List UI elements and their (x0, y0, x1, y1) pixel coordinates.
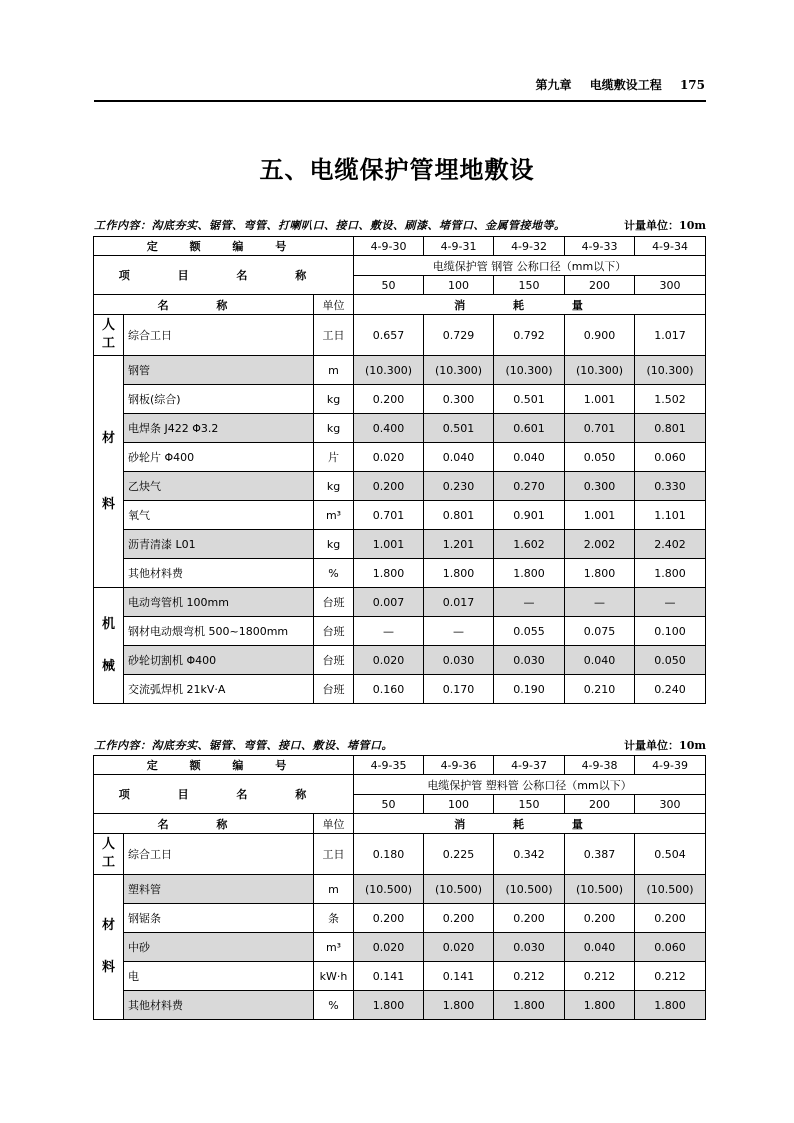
resource-value: 0.330 (635, 472, 706, 501)
resource-value: 0.020 (424, 933, 494, 962)
resource-value: 0.225 (424, 834, 494, 875)
resource-unit: m (314, 356, 354, 385)
resource-value: — (354, 617, 424, 646)
resource-value: 2.402 (635, 530, 706, 559)
name-column-header: 名 称 (94, 295, 314, 315)
machine-row (94, 617, 706, 646)
resource-value: 0.190 (494, 675, 565, 704)
resource-value: — (565, 588, 635, 617)
resource-value: (10.500) (565, 875, 635, 904)
resource-value: 0.801 (635, 414, 706, 443)
material-row (94, 904, 706, 933)
item-name-label: 项 目 名 称 (94, 775, 354, 814)
resource-value: 0.141 (354, 962, 424, 991)
size-header: 150 (494, 795, 565, 814)
resource-name: 电动弯管机 100mm (124, 588, 314, 617)
resource-value: 0.050 (565, 443, 635, 472)
header-rule (94, 100, 706, 102)
machine-group-char: 机 (101, 616, 115, 632)
quota-code: 4-9-39 (635, 756, 706, 775)
machine-group-label (94, 588, 124, 704)
resource-value: 0.212 (635, 962, 706, 991)
resource-value: 0.200 (494, 904, 565, 933)
material-group-char: 料 (101, 960, 115, 975)
size-header: 50 (354, 795, 424, 814)
resource-unit: 台班 (314, 588, 354, 617)
resource-name: 其他材料费 (124, 559, 314, 588)
resource-value: 0.200 (354, 904, 424, 933)
section-label: 电缆敷设工程 (589, 78, 662, 92)
resource-value: 0.212 (565, 962, 635, 991)
material-row (94, 414, 706, 443)
resource-value: 0.342 (494, 834, 565, 875)
resource-value: 0.801 (424, 501, 494, 530)
size-header: 200 (565, 795, 635, 814)
resource-value: 0.200 (354, 472, 424, 501)
resource-value: 0.210 (565, 675, 635, 704)
resource-value: 0.180 (354, 834, 424, 875)
resource-value: (10.300) (565, 356, 635, 385)
resource-value: 0.792 (494, 315, 565, 356)
resource-value: 0.040 (565, 646, 635, 675)
labor-group-label (94, 834, 124, 875)
material-group-char: 材 (101, 430, 115, 446)
labor-group-label (94, 315, 124, 356)
resource-value: 0.501 (494, 385, 565, 414)
work-content: 工作内容：沟底夯实、锯管、弯管、接口、敷设、堵管口。 (94, 739, 393, 752)
consumption-header: 消 耗 量 (354, 814, 706, 834)
resource-name: 沥青清漆 L01 (124, 530, 314, 559)
resource-value: 0.729 (424, 315, 494, 356)
resource-value: 1.201 (424, 530, 494, 559)
work-content: 工作内容：沟底夯实、锯管、弯管、打喇叭口、接口、敷设、刷漆、堵管口、金属管接地等。 (94, 219, 566, 232)
resource-unit: m (314, 875, 354, 904)
resource-value: 1.602 (494, 530, 565, 559)
resource-value: 0.170 (424, 675, 494, 704)
material-group-char: 材 (101, 918, 115, 933)
consumption-header: 消 耗 量 (354, 295, 706, 315)
size-header: 50 (354, 276, 424, 295)
material-row (94, 530, 706, 559)
labor-row (94, 834, 706, 875)
quota-code: 4-9-37 (494, 756, 565, 775)
resource-value: 0.030 (424, 646, 494, 675)
unit-column-header: 单位 (314, 814, 354, 834)
resource-name: 电焊条 J422 Φ3.2 (124, 414, 314, 443)
resource-value: 1.800 (494, 991, 565, 1020)
resource-name: 砂轮切割机 Φ400 (124, 646, 314, 675)
resource-value: 0.040 (494, 443, 565, 472)
resource-name: 钢管 (124, 356, 314, 385)
resource-value: 0.060 (635, 933, 706, 962)
material-row (94, 559, 706, 588)
quota-table-steel (93, 236, 706, 704)
quota-code: 4-9-35 (354, 756, 424, 775)
resource-unit: 片 (314, 443, 354, 472)
machine-group-char: 械 (101, 658, 115, 674)
resource-unit: % (314, 991, 354, 1020)
unit-column-header: 单位 (314, 295, 354, 315)
quota-code: 4-9-31 (424, 237, 494, 256)
resource-value: 0.701 (565, 414, 635, 443)
labor-row (94, 315, 706, 356)
resource-unit: 台班 (314, 675, 354, 704)
resource-value: 0.900 (565, 315, 635, 356)
resource-unit: % (314, 559, 354, 588)
resource-unit: m³ (314, 501, 354, 530)
material-row (94, 385, 706, 414)
resource-value: 1.001 (354, 530, 424, 559)
resource-value: 0.387 (565, 834, 635, 875)
resource-value: (10.500) (424, 875, 494, 904)
resource-name: 乙炔气 (124, 472, 314, 501)
size-header: 100 (424, 795, 494, 814)
resource-name: 钢锯条 (124, 904, 314, 933)
resource-value: 0.020 (354, 443, 424, 472)
resource-value: 0.701 (354, 501, 424, 530)
resource-value: 0.300 (565, 472, 635, 501)
chapter-label: 第九章 (535, 78, 572, 92)
quota-code: 4-9-36 (424, 756, 494, 775)
quota-code: 4-9-38 (565, 756, 635, 775)
resource-value: (10.300) (354, 356, 424, 385)
resource-value: 1.800 (635, 991, 706, 1020)
resource-value: (10.500) (494, 875, 565, 904)
resource-value: 0.100 (635, 617, 706, 646)
resource-unit: 工日 (314, 834, 354, 875)
machine-row (94, 588, 706, 617)
resource-name: 氧气 (124, 501, 314, 530)
resource-value: 0.017 (424, 588, 494, 617)
resource-value: 0.160 (354, 675, 424, 704)
resource-value: 0.040 (424, 443, 494, 472)
measure-unit: 计量单位：10m (624, 219, 706, 232)
work-content-line-2 (94, 737, 706, 753)
quota-code: 4-9-32 (494, 237, 565, 256)
resource-value: 0.050 (635, 646, 706, 675)
material-row (94, 991, 706, 1020)
resource-name: 综合工日 (124, 834, 314, 875)
resource-value: 0.060 (635, 443, 706, 472)
item-name-label: 项 目 名 称 (94, 256, 354, 295)
spec-title: 电缆保护管 塑料管 公称口径（mm以下） (354, 775, 706, 795)
resource-value: (10.300) (635, 356, 706, 385)
material-row (94, 472, 706, 501)
page-number: 175 (679, 78, 705, 92)
resource-value: 0.200 (565, 904, 635, 933)
resource-value: 0.200 (354, 385, 424, 414)
resource-value: 1.800 (565, 559, 635, 588)
quota-code: 4-9-33 (565, 237, 635, 256)
resource-value: 1.101 (635, 501, 706, 530)
resource-unit: kg (314, 385, 354, 414)
resource-name: 塑料管 (124, 875, 314, 904)
resource-name: 砂轮片 Φ400 (124, 443, 314, 472)
resource-value: 0.055 (494, 617, 565, 646)
resource-value: 0.657 (354, 315, 424, 356)
resource-value: (10.500) (354, 875, 424, 904)
resource-name: 钢板(综合) (124, 385, 314, 414)
name-column-header: 名 称 (94, 814, 314, 834)
size-header: 200 (565, 276, 635, 295)
resource-value: 0.020 (354, 933, 424, 962)
resource-value: 0.141 (424, 962, 494, 991)
material-row (94, 875, 706, 904)
resource-value: 0.200 (424, 904, 494, 933)
resource-value: — (424, 617, 494, 646)
quota-code-row (94, 237, 706, 256)
resource-value: 0.212 (494, 962, 565, 991)
resource-value: 1.800 (635, 559, 706, 588)
resource-unit: 工日 (314, 315, 354, 356)
size-header: 100 (424, 276, 494, 295)
resource-value: (10.300) (494, 356, 565, 385)
resource-value: 0.030 (494, 933, 565, 962)
resource-value: 1.800 (565, 991, 635, 1020)
resource-name: 交流弧焊机 21kV·A (124, 675, 314, 704)
resource-value: 1.800 (424, 991, 494, 1020)
material-row (94, 501, 706, 530)
resource-value: 0.007 (354, 588, 424, 617)
material-group-label (94, 356, 124, 588)
material-group-char: 料 (101, 496, 115, 512)
material-row (94, 962, 706, 991)
material-group-label (94, 875, 124, 1020)
resource-value: 1.017 (635, 315, 706, 356)
resource-value: 2.002 (565, 530, 635, 559)
quota-code-label: 定 额 编 号 (94, 237, 354, 256)
machine-row (94, 646, 706, 675)
material-row (94, 933, 706, 962)
resource-value: 0.601 (494, 414, 565, 443)
resource-value: 1.001 (565, 385, 635, 414)
quota-code-row (94, 756, 706, 775)
resource-value: 0.230 (424, 472, 494, 501)
material-row (94, 443, 706, 472)
work-content-line-1 (94, 217, 706, 233)
resource-value: 1.001 (565, 501, 635, 530)
labor-group-text: 人工 (101, 318, 115, 351)
resource-value: — (494, 588, 565, 617)
quota-code: 4-9-34 (635, 237, 706, 256)
resource-value: 0.501 (424, 414, 494, 443)
resource-value: 1.502 (635, 385, 706, 414)
resource-unit: kg (314, 472, 354, 501)
machine-row (94, 675, 706, 704)
labor-group-text: 人工 (101, 837, 115, 870)
resource-value: 0.901 (494, 501, 565, 530)
resource-value: 0.400 (354, 414, 424, 443)
resource-value: 0.240 (635, 675, 706, 704)
resource-unit: 条 (314, 904, 354, 933)
size-header: 300 (635, 276, 706, 295)
resource-value: 0.300 (424, 385, 494, 414)
resource-value: — (635, 588, 706, 617)
resource-value: 0.040 (565, 933, 635, 962)
page-title: 五、电缆保护管埋地敷设 (259, 155, 535, 184)
resource-name: 电 (124, 962, 314, 991)
spec-title: 电缆保护管 钢管 公称口径（mm以下） (354, 256, 706, 276)
resource-unit: 台班 (314, 646, 354, 675)
resource-name: 综合工日 (124, 315, 314, 356)
resource-value: (10.500) (635, 875, 706, 904)
resource-value: 1.800 (424, 559, 494, 588)
resource-unit: kW·h (314, 962, 354, 991)
resource-value: 0.020 (354, 646, 424, 675)
resource-unit: 台班 (314, 617, 354, 646)
resource-value: 0.270 (494, 472, 565, 501)
resource-value: 1.800 (354, 559, 424, 588)
resource-value: 0.504 (635, 834, 706, 875)
resource-unit: m³ (314, 933, 354, 962)
resource-unit: kg (314, 530, 354, 559)
resource-value: 1.800 (354, 991, 424, 1020)
quota-code-label: 定 额 编 号 (94, 756, 354, 775)
measure-unit: 计量单位：10m (624, 739, 706, 752)
material-row (94, 356, 706, 385)
size-header: 150 (494, 276, 565, 295)
running-header (95, 76, 705, 93)
resource-unit: kg (314, 414, 354, 443)
resource-value: 1.800 (494, 559, 565, 588)
resource-value: 0.200 (635, 904, 706, 933)
quota-code: 4-9-30 (354, 237, 424, 256)
resource-value: 0.030 (494, 646, 565, 675)
resource-name: 其他材料费 (124, 991, 314, 1020)
quota-table-plastic (93, 755, 706, 1020)
resource-value: 0.075 (565, 617, 635, 646)
size-header: 300 (635, 795, 706, 814)
resource-name: 钢材电动煨弯机 500~1800mm (124, 617, 314, 646)
resource-value: (10.300) (424, 356, 494, 385)
resource-name: 中砂 (124, 933, 314, 962)
